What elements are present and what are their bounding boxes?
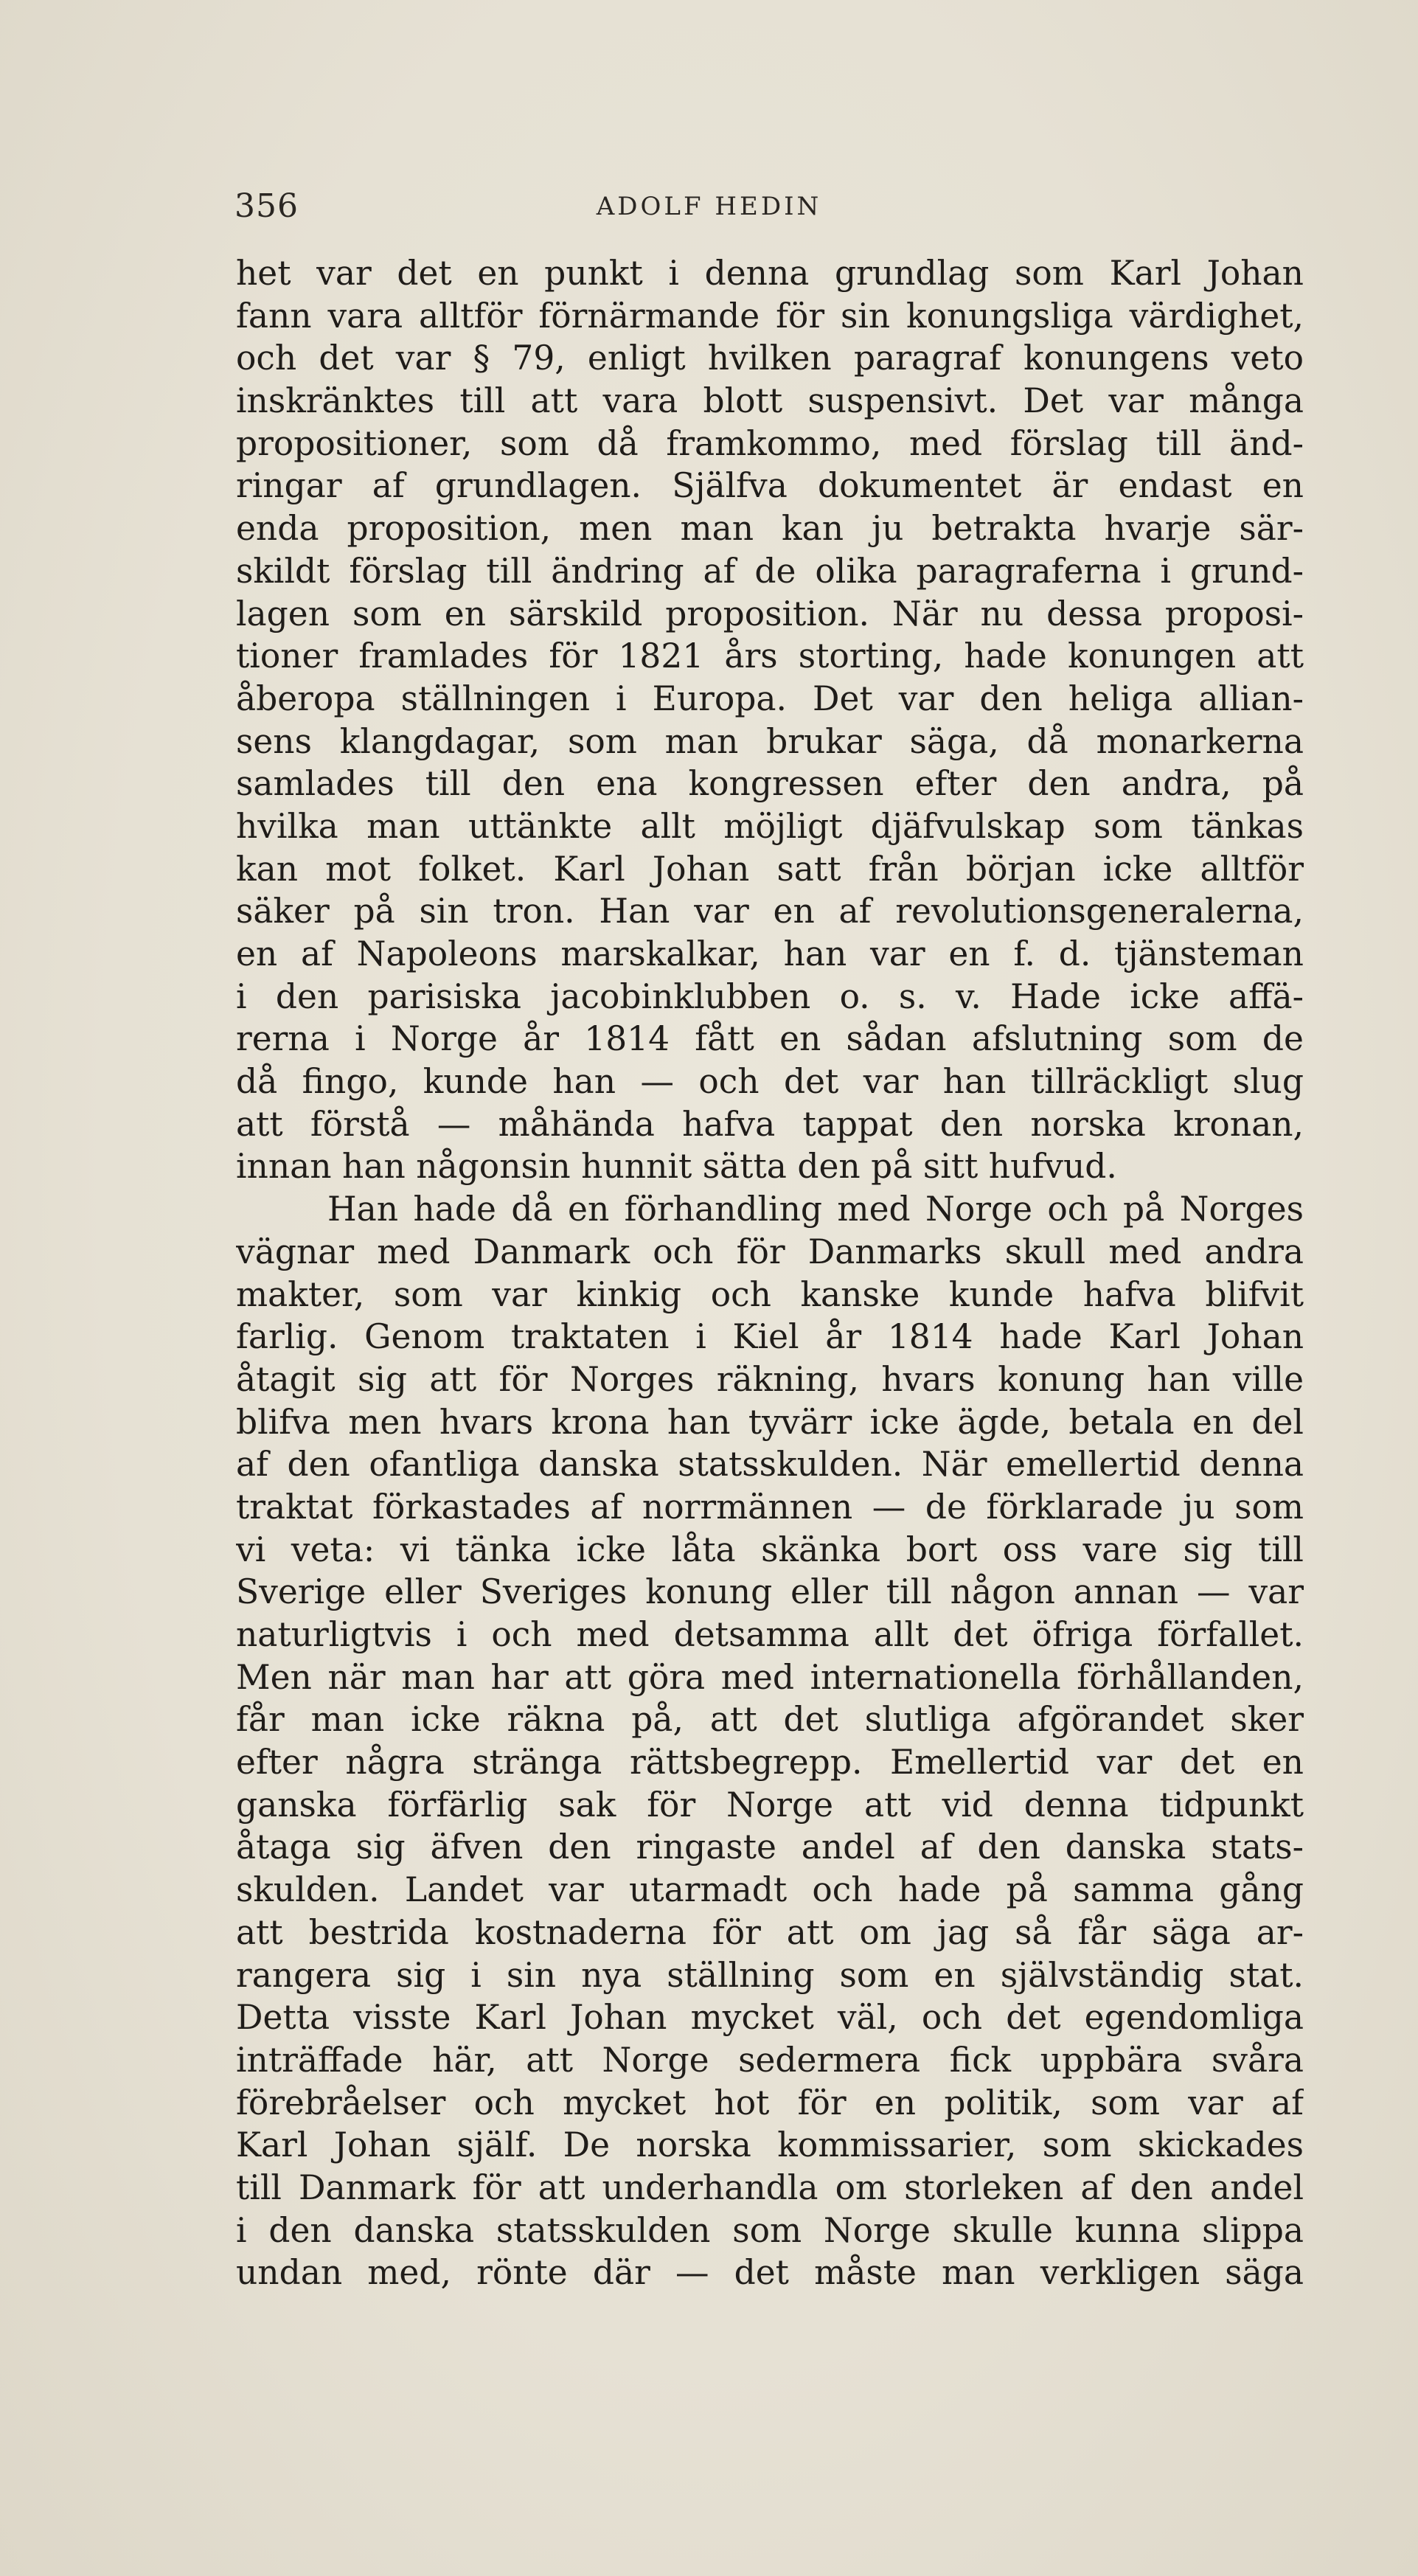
text-line: propositioner, som då framkommo, med förslag till änd- [236,423,1304,463]
text-line: af den ofantliga danska statsskulden. När emellertid denna [236,1445,1304,1485]
text-line: att bestrida kostnaderna för att om jag så får säga ar- [236,1912,1304,1952]
text-line: rangera sig i sin nya ställning som en självständig stat. [236,1955,1304,1995]
text-line: kan mot folket. Karl Johan satt från början icke alltför [236,849,1304,889]
text-line: traktat förkastades af norrmännen — de förklarade ju som [236,1487,1304,1527]
text-line: samlades till den ena kongressen efter den andra, på [236,764,1304,804]
text-line: enda proposition, men man kan ju betrakta hvarje sär- [236,509,1304,549]
text-line: skulden. Landet var utarmadt och hade på samma gång [236,1870,1304,1910]
text-line: naturligtvis i och med detsamma allt det öfriga förfallet. [236,1615,1304,1654]
text-line: fann vara alltför förnärmande för sin konungsliga värdighet, [236,296,1304,336]
text-line: förebråelser och mycket hot för en politik, som var af [236,2083,1304,2122]
page-header [0,0,1418,236]
text-line: farlig. Genom traktaten i Kiel år 1814 hade Karl Johan [236,1317,1304,1357]
text-line: rerna i Norge år 1814 fått en sådan afslutning som de [236,1019,1304,1059]
text-line: får man icke räkna på, att det slutliga afgörandet sker [236,1700,1304,1740]
text-line: en af Napoleons marskalkar, han var en f. d. tjänsteman [236,934,1304,973]
page-number: 356 [234,187,299,225]
text-line: Men när man har att göra med internationella förhållanden, [236,1657,1304,1697]
text-line: Sverige eller Sveriges konung eller till någon annan — var [236,1572,1304,1612]
text-line: och det var § 79, enligt hvilken paragraf konungens veto [236,339,1304,378]
text-line: till Danmark för att underhandla om storleken af den andel [236,2167,1304,2207]
text-line: efter några stränga rättsbegrepp. Emellertid var det en [236,1743,1304,1782]
paragraph-end-line: innan han någonsin hunnit sätta den på sitt hufvud. [236,1147,1117,1187]
text-line: skildt förslag till ändring af de olika paragraferna i grund- [236,551,1304,591]
text-line: Karl Johan själf. De norska kommissarier, som skickades [236,2125,1304,2165]
text-line: hvilka man uttänkte allt möjligt djäfvulskap som tänkas [236,806,1304,846]
text-line: sens klangdagar, som man brukar säga, då monarkerna [236,721,1304,761]
text-line: i den danska statsskulden som Norge skulle kunna slippa [236,2210,1304,2250]
text-line: i den parisiska jacobinklubben o. s. v. Hade icke affä- [236,976,1304,1016]
text-line: vägnar med Danmark och för Danmarks skull med andra [236,1232,1304,1271]
text-line: het var det en punkt i denna grundlag som Karl Johan [236,254,1304,293]
text-line: att förstå — måhända hafva tappat den norska kronan, [236,1104,1304,1144]
text-line: vi veta: vi tänka icke låta skänka bort oss vare sig till [236,1530,1304,1569]
text-line: då fingo, kunde han — och det var han tillräckligt slug [236,1062,1304,1102]
text-line: ganska förfärlig sak för Norge att vid denna tidpunkt [236,1785,1304,1825]
body-text [236,252,1304,2294]
text-line: makter, som var kinkig och kanske kunde hafva blifvit [236,1274,1304,1314]
text-line: åtagit sig att för Norges räkning, hvars konung han ville [236,1359,1304,1399]
text-line: undan med, rönte där — det måste man verkligen säga [236,2253,1304,2293]
text-line: blifva men hvars krona han tyvärr icke ägde, betala en del [236,1402,1304,1442]
text-line: säker på sin tron. Han var en af revolutionsgeneralerna, [236,892,1304,931]
text-line: Detta visste Karl Johan mycket väl, och det egendomliga [236,1998,1304,2038]
text-line: inskränktes till att vara blott suspensivt. Det var många [236,381,1304,421]
text-line: ringar af grundlagen. Själfva dokumentet är endast en [236,466,1304,506]
paragraph-start-line: Han hade då en förhandling med Norge och på Norges [327,1190,1304,1229]
text-line: åtaga sig äfven den ringaste andel af den danska stats- [236,1827,1304,1867]
running-head: ADOLF HEDIN [596,192,822,221]
text-line: tioner framlades för 1821 års storting, hade konungen att [236,636,1304,676]
text-line: inträffade här, att Norge sedermera fick uppbära svåra [236,2040,1304,2080]
text-line: lagen som en särskild proposition. När nu dessa proposi- [236,594,1304,633]
text-line: åberopa ställningen i Europa. Det var den heliga allian- [236,678,1304,718]
